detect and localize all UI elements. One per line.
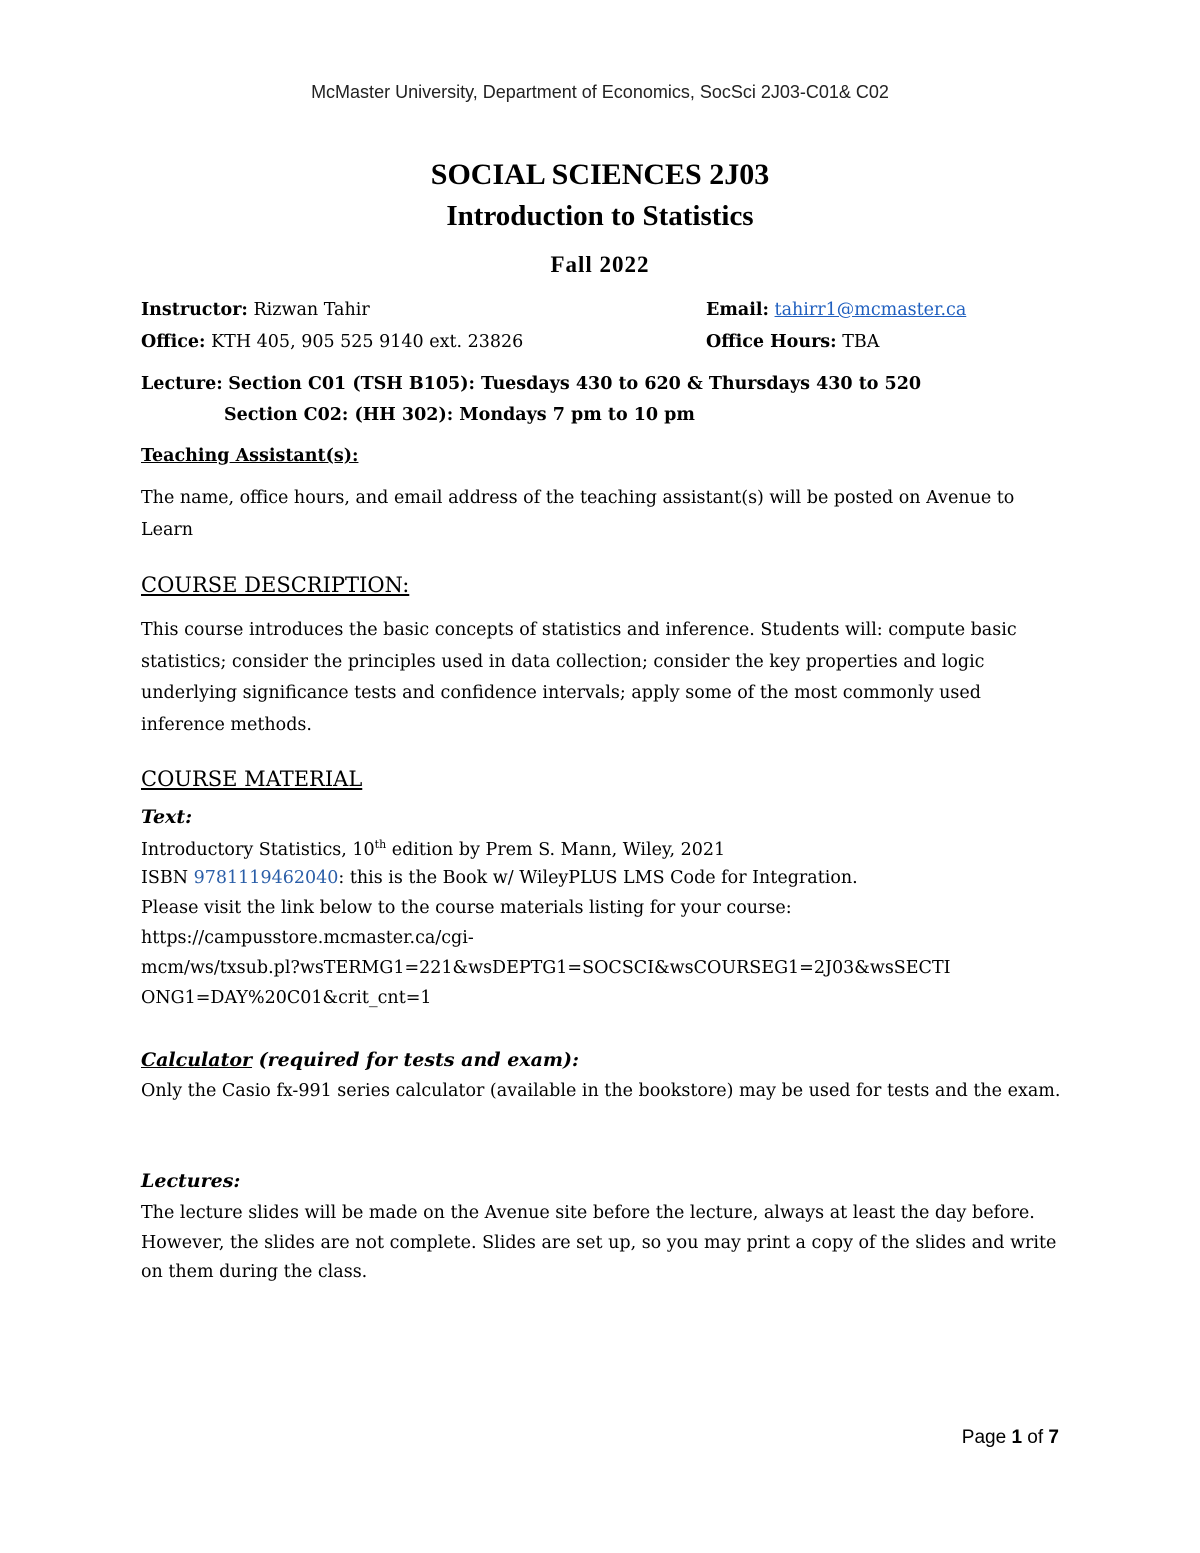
calculator-heading-rest: (required for tests and exam): — [252, 1049, 580, 1071]
isbn-description: : this is the Book w/ WileyPLUS LMS Code for Integration. — [338, 868, 858, 888]
lectures-text: The lecture slides will be made on the Avenue site before the lecture, always at least the day before. However, the slides are not complete. Slides are set up, so you may print a copy of the slides and write on them during the class. — [141, 1203, 1057, 1282]
office-hours-value: TBA — [842, 332, 880, 352]
email-line — [706, 300, 966, 320]
of-word: of — [1022, 1427, 1049, 1448]
lecture-c02: Section C02: (HH 302): Mondays 7 pm to 10 pm — [224, 405, 695, 425]
lecture-line-c02 — [224, 405, 695, 425]
page-word: Page — [961, 1427, 1012, 1448]
instructor-label: Instructor: — [141, 300, 248, 320]
office-value: KTH 405, 905 525 9140 ext. 23826 — [211, 332, 524, 352]
ta-text: The name, office hours, and email address of the teaching assistant(s) will be posted on Avenue to Learn — [141, 488, 1015, 540]
page-total: 7 — [1048, 1427, 1059, 1448]
isbn-number[interactable]: 9781119462040 — [193, 868, 339, 888]
course-name-title: Introduction to Statistics — [446, 200, 754, 232]
isbn-label: ISBN — [141, 868, 194, 888]
textbook-line — [141, 838, 725, 860]
calculator-heading-underlined: Calculator — [141, 1049, 253, 1071]
office-hours-line — [706, 332, 879, 352]
url-line-3[interactable]: ONG1=DAY%20C01&crit_cnt=1 — [141, 988, 432, 1008]
visit-line: Please visit the link below to the course materials listing for your course: — [141, 898, 792, 918]
office-line — [141, 332, 523, 352]
office-label: Office: — [141, 332, 206, 352]
course-description-text: This course introduces the basic concepts of statistics and inference. Students will: compute basic statistics; consider the principles used in data collection; consider the key properties and logic underlying significance tests and confidence intervals; apply some of the most commonly used inference methods. — [141, 620, 1017, 735]
lecture-label: Lecture: — [141, 374, 223, 394]
edition-sup: th — [374, 838, 387, 851]
course-code-title: SOCIAL SCIENCES 2J03 — [430, 158, 770, 191]
running-header: McMaster University, Department of Economics, SocSci 2J03-C01& C02 — [311, 82, 889, 102]
term-title: Fall 2022 — [550, 252, 650, 277]
office-hours-label: Office Hours: — [706, 332, 837, 352]
ta-heading: Teaching Assistant(s): — [141, 446, 359, 466]
course-description-heading: COURSE DESCRIPTION: — [141, 573, 410, 597]
lecture-line-c01 — [141, 374, 921, 394]
page-number: 1 — [1011, 1427, 1023, 1448]
instructor-line — [141, 300, 370, 320]
instructor-name: Rizwan Tahir — [253, 300, 370, 320]
calculator-text: Only the Casio fx-991 series calculator (available in the bookstore) may be used for tests and the exam. — [141, 1081, 1061, 1101]
email-label: Email: — [706, 300, 769, 320]
course-material-heading: COURSE MATERIAL — [141, 767, 363, 791]
email-link[interactable]: tahirr1@mcmaster.ca — [774, 300, 967, 320]
text-subheading: Text: — [141, 806, 193, 828]
lecture-c01: Section C01 (TSH B105): Tuesdays 430 to 620 & Thursdays 430 to 520 — [228, 374, 922, 394]
url-line-2[interactable]: mcm/ws/txsub.pl?wsTERMG1=221&wsDEPTG1=SOCSCI&wsCOURSEG1=2J03&wsSECTI — [141, 958, 951, 978]
textbook-author: edition by Prem S. Mann, Wiley, 2021 — [386, 839, 726, 860]
url-line-1[interactable]: https://campusstore.mcmaster.ca/cgi- — [141, 928, 474, 948]
calculator-heading — [141, 1049, 579, 1071]
lectures-heading: Lectures: — [141, 1170, 241, 1192]
page-footer — [962, 1427, 1059, 1449]
isbn-line — [141, 868, 858, 888]
textbook-title: Introductory Statistics, 10 — [141, 839, 375, 860]
